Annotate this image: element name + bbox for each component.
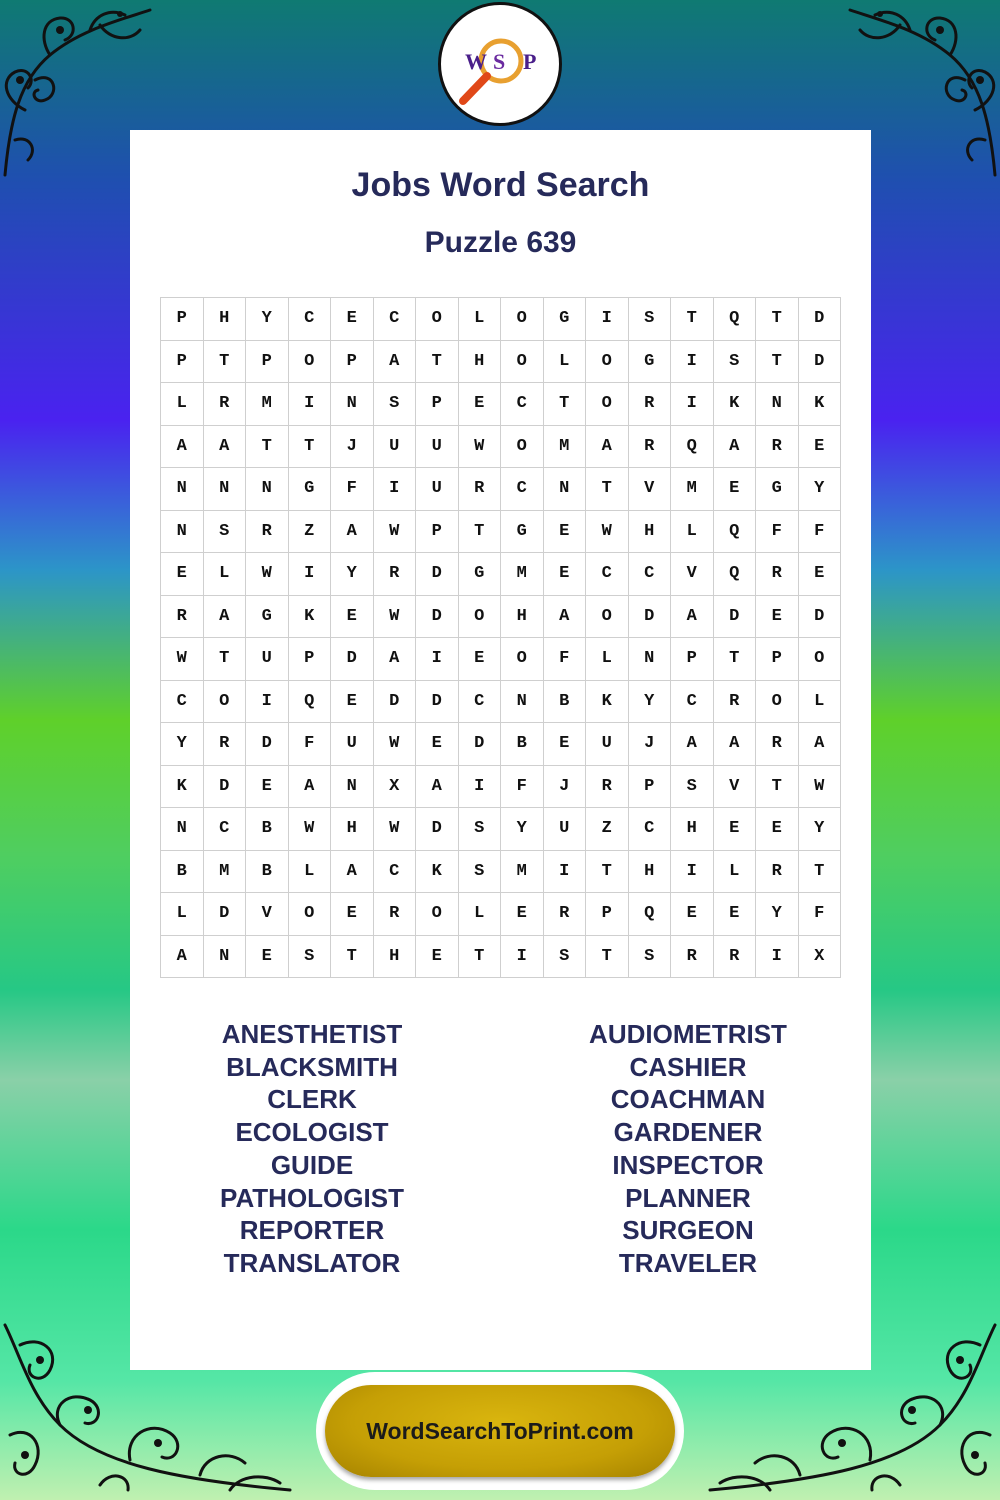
grid-cell[interactable]: C [671, 681, 714, 724]
grid-cell[interactable]: S [671, 766, 714, 809]
grid-cell[interactable]: C [501, 468, 544, 511]
grid-cell[interactable]: I [671, 851, 714, 894]
grid-cell[interactable]: I [671, 341, 714, 384]
grid-cell[interactable]: A [374, 341, 417, 384]
grid-cell[interactable]: T [799, 851, 842, 894]
grid-cell[interactable]: P [671, 638, 714, 681]
grid-cell[interactable]: R [756, 851, 799, 894]
grid-cell[interactable]: E [459, 638, 502, 681]
grid-cell[interactable]: E [544, 723, 587, 766]
grid-cell[interactable]: R [714, 936, 757, 979]
grid-cell[interactable]: L [544, 341, 587, 384]
grid-cell[interactable]: H [374, 936, 417, 979]
grid-cell[interactable]: A [714, 723, 757, 766]
grid-cell[interactable]: H [501, 596, 544, 639]
grid-cell[interactable]: S [289, 936, 332, 979]
grid-cell[interactable]: Y [799, 468, 842, 511]
grid-cell[interactable]: F [799, 893, 842, 936]
grid-cell[interactable]: A [671, 596, 714, 639]
grid-cell[interactable]: N [331, 383, 374, 426]
grid-cell[interactable]: E [501, 893, 544, 936]
grid-cell[interactable]: P [416, 383, 459, 426]
grid-cell[interactable]: C [374, 298, 417, 341]
grid-cell[interactable]: W [374, 808, 417, 851]
grid-cell[interactable]: W [289, 808, 332, 851]
grid-cell[interactable]: I [374, 468, 417, 511]
word-list-item: PLANNER [625, 1182, 751, 1213]
grid-cell[interactable]: A [544, 596, 587, 639]
grid-cell[interactable]: C [501, 383, 544, 426]
grid-cell[interactable]: D [331, 638, 374, 681]
grid-cell[interactable]: G [246, 596, 289, 639]
grid-cell[interactable]: I [671, 383, 714, 426]
grid-cell[interactable]: G [629, 341, 672, 384]
word-list-left [162, 1018, 462, 1280]
grid-cell[interactable]: C [586, 553, 629, 596]
grid-cell[interactable]: F [331, 468, 374, 511]
grid-cell[interactable]: S [629, 936, 672, 979]
letter-grid [160, 297, 841, 978]
grid-cell[interactable]: O [289, 893, 332, 936]
logo-letter-w: W [465, 49, 487, 74]
grid-cell[interactable]: E [246, 936, 289, 979]
grid-cell[interactable]: B [501, 723, 544, 766]
grid-cell[interactable]: S [544, 936, 587, 979]
grid-cell[interactable]: W [374, 596, 417, 639]
grid-cell[interactable]: O [799, 638, 842, 681]
grid-cell[interactable]: E [544, 511, 587, 554]
grid-cell[interactable]: U [586, 723, 629, 766]
grid-cell[interactable]: E [331, 681, 374, 724]
grid-cell[interactable]: O [586, 341, 629, 384]
grid-cell[interactable]: A [204, 426, 247, 469]
grid-cell[interactable]: R [204, 383, 247, 426]
grid-cell[interactable]: A [799, 723, 842, 766]
grid-cell[interactable]: S [714, 341, 757, 384]
grid-cell[interactable]: H [629, 851, 672, 894]
grid-cell[interactable]: R [756, 723, 799, 766]
grid-cell[interactable]: E [416, 936, 459, 979]
grid-cell[interactable]: A [331, 511, 374, 554]
grid-cell[interactable]: T [459, 511, 502, 554]
grid-cell[interactable]: C [374, 851, 417, 894]
grid-cell[interactable]: D [246, 723, 289, 766]
word-list-item: GARDENER [613, 1117, 763, 1148]
grid-cell[interactable]: S [459, 851, 502, 894]
grid-cell[interactable]: Y [331, 553, 374, 596]
grid-cell[interactable]: A [416, 766, 459, 809]
grid-cell[interactable]: D [374, 681, 417, 724]
word-list-item: TRANSLATOR [223, 1247, 401, 1278]
grid-cell[interactable]: Q [714, 553, 757, 596]
grid-cell[interactable]: K [161, 766, 204, 809]
grid-cell[interactable]: P [629, 766, 672, 809]
grid-cell[interactable]: C [629, 808, 672, 851]
grid-cell[interactable]: I [289, 553, 332, 596]
word-list-item: AUDIOMETRIST [589, 1019, 787, 1049]
grid-cell[interactable]: V [671, 553, 714, 596]
word-list-item: CLERK [267, 1084, 357, 1115]
grid-cell[interactable]: Y [161, 723, 204, 766]
grid-cell[interactable]: S [629, 298, 672, 341]
grid-cell[interactable]: W [459, 426, 502, 469]
grid-cell[interactable]: Y [799, 808, 842, 851]
grid-cell[interactable]: G [756, 468, 799, 511]
grid-cell[interactable]: O [756, 681, 799, 724]
grid-cell[interactable]: T [586, 936, 629, 979]
grid-cell[interactable]: P [289, 638, 332, 681]
grid-cell[interactable]: D [459, 723, 502, 766]
grid-cell[interactable]: T [544, 383, 587, 426]
grid-cell[interactable]: P [331, 341, 374, 384]
grid-cell[interactable]: P [246, 341, 289, 384]
grid-cell[interactable]: N [756, 383, 799, 426]
grid-cell[interactable]: U [416, 468, 459, 511]
grid-cell[interactable]: E [756, 596, 799, 639]
grid-cell[interactable]: U [246, 638, 289, 681]
grid-cell[interactable]: F [289, 723, 332, 766]
grid-cell[interactable]: J [629, 723, 672, 766]
grid-cell[interactable]: D [416, 808, 459, 851]
grid-cell[interactable]: H [459, 341, 502, 384]
grid-cell[interactable]: I [544, 851, 587, 894]
grid-cell[interactable]: W [374, 511, 417, 554]
word-list-item: COACHMAN [610, 1084, 766, 1115]
word-list-item: REPORTER [239, 1215, 385, 1246]
grid-cell[interactable]: I [501, 936, 544, 979]
grid-cell[interactable]: Q [714, 511, 757, 554]
grid-cell[interactable]: L [459, 893, 502, 936]
word-list-item: GUIDE [270, 1149, 354, 1180]
grid-cell[interactable]: E [714, 893, 757, 936]
word-list-item: INSPECTOR [612, 1149, 764, 1180]
grid-cell[interactable]: M [544, 426, 587, 469]
grid-cell[interactable]: R [374, 553, 417, 596]
grid-cell[interactable]: L [671, 511, 714, 554]
grid-cell[interactable]: E [714, 468, 757, 511]
grid-cell[interactable]: B [544, 681, 587, 724]
grid-cell[interactable]: G [289, 468, 332, 511]
grid-cell[interactable]: T [756, 341, 799, 384]
grid-cell[interactable]: F [501, 766, 544, 809]
grid-cell[interactable]: T [586, 468, 629, 511]
grid-cell[interactable]: A [374, 638, 417, 681]
grid-cell[interactable]: M [501, 851, 544, 894]
grid-cell[interactable]: I [459, 766, 502, 809]
grid-cell[interactable]: N [629, 638, 672, 681]
grid-cell[interactable]: R [629, 426, 672, 469]
grid-cell[interactable]: A [161, 936, 204, 979]
grid-cell[interactable]: N [204, 468, 247, 511]
grid-cell[interactable]: H [671, 808, 714, 851]
grid-cell[interactable]: R [714, 681, 757, 724]
grid-cell[interactable]: W [374, 723, 417, 766]
grid-cell[interactable]: T [331, 936, 374, 979]
grid-cell[interactable]: T [204, 341, 247, 384]
grid-cell[interactable]: T [289, 426, 332, 469]
grid-cell[interactable]: O [501, 426, 544, 469]
grid-cell[interactable]: R [459, 468, 502, 511]
grid-cell[interactable]: D [799, 596, 842, 639]
grid-cell[interactable]: R [544, 893, 587, 936]
grid-cell[interactable]: V [629, 468, 672, 511]
grid-cell[interactable]: Z [289, 511, 332, 554]
grid-cell[interactable]: A [714, 426, 757, 469]
grid-cell[interactable]: D [416, 596, 459, 639]
grid-cell[interactable]: A [289, 766, 332, 809]
grid-cell[interactable]: R [246, 511, 289, 554]
grid-cell[interactable]: T [714, 638, 757, 681]
grid-cell[interactable]: L [161, 893, 204, 936]
grid-cell[interactable]: N [544, 468, 587, 511]
magnifier-icon [441, 5, 559, 123]
grid-cell[interactable]: A [671, 723, 714, 766]
grid-cell[interactable]: I [586, 298, 629, 341]
grid-cell[interactable]: U [374, 426, 417, 469]
site-link-frame [316, 1372, 684, 1490]
grid-cell[interactable]: J [544, 766, 587, 809]
grid-cell[interactable]: B [246, 808, 289, 851]
grid-cell[interactable]: T [756, 298, 799, 341]
grid-cell[interactable]: E [671, 893, 714, 936]
grid-cell[interactable]: C [629, 553, 672, 596]
grid-cell[interactable]: J [331, 426, 374, 469]
grid-cell[interactable]: N [161, 808, 204, 851]
grid-cell[interactable]: R [161, 596, 204, 639]
grid-cell[interactable]: U [331, 723, 374, 766]
grid-cell[interactable]: A [331, 851, 374, 894]
grid-cell[interactable]: V [246, 893, 289, 936]
site-link-button[interactable]: WordSearchToPrint.com [325, 1385, 675, 1477]
grid-cell[interactable]: S [204, 511, 247, 554]
grid-cell[interactable]: Q [714, 298, 757, 341]
grid-cell[interactable]: L [289, 851, 332, 894]
grid-cell[interactable]: L [161, 383, 204, 426]
grid-cell[interactable]: X [799, 936, 842, 979]
grid-cell[interactable]: K [416, 851, 459, 894]
grid-cell[interactable]: E [459, 383, 502, 426]
grid-cell[interactable]: D [204, 766, 247, 809]
grid-cell[interactable]: O [416, 298, 459, 341]
grid-cell[interactable]: B [161, 851, 204, 894]
grid-cell[interactable]: R [586, 766, 629, 809]
grid-cell[interactable]: T [416, 341, 459, 384]
grid-cell[interactable]: O [501, 638, 544, 681]
grid-cell[interactable]: L [799, 681, 842, 724]
grid-cell[interactable]: W [586, 511, 629, 554]
grid-cell[interactable]: I [416, 638, 459, 681]
grid-cell[interactable]: Y [246, 298, 289, 341]
grid-cell[interactable]: C [204, 808, 247, 851]
grid-cell[interactable]: I [246, 681, 289, 724]
grid-cell[interactable]: P [416, 511, 459, 554]
grid-cell[interactable]: N [501, 681, 544, 724]
grid-cell[interactable]: Q [629, 893, 672, 936]
grid-cell[interactable]: O [204, 681, 247, 724]
grid-cell[interactable]: H [204, 298, 247, 341]
grid-cell[interactable]: L [204, 553, 247, 596]
grid-cell[interactable]: C [459, 681, 502, 724]
word-list-item: CASHIER [629, 1051, 747, 1082]
grid-cell[interactable]: U [416, 426, 459, 469]
grid-cell[interactable]: C [289, 298, 332, 341]
grid-cell[interactable]: I [289, 383, 332, 426]
grid-cell[interactable]: Y [501, 808, 544, 851]
word-list-item: ECOLOGIST [235, 1117, 389, 1148]
grid-cell[interactable]: N [161, 468, 204, 511]
word-list-item: TRAVELER [618, 1247, 758, 1278]
grid-cell[interactable]: K [799, 383, 842, 426]
grid-cell[interactable]: W [161, 638, 204, 681]
word-list-item: PATHOLOGIST [220, 1182, 404, 1213]
grid-cell[interactable]: D [799, 298, 842, 341]
grid-cell[interactable]: P [161, 298, 204, 341]
grid-cell[interactable]: P [586, 893, 629, 936]
grid-cell[interactable]: A [586, 426, 629, 469]
grid-cell[interactable]: T [586, 851, 629, 894]
grid-cell[interactable]: D [416, 681, 459, 724]
grid-cell[interactable]: L [586, 638, 629, 681]
grid-cell[interactable]: E [799, 426, 842, 469]
grid-cell[interactable]: E [331, 596, 374, 639]
grid-cell[interactable]: W [799, 766, 842, 809]
grid-cell[interactable]: Z [586, 808, 629, 851]
grid-cell[interactable]: V [714, 766, 757, 809]
grid-cell[interactable]: R [671, 936, 714, 979]
grid-cell[interactable]: K [586, 681, 629, 724]
grid-cell[interactable]: X [374, 766, 417, 809]
grid-cell[interactable]: G [459, 553, 502, 596]
grid-cell[interactable]: N [204, 936, 247, 979]
grid-cell[interactable]: E [331, 893, 374, 936]
grid-cell[interactable]: Q [289, 681, 332, 724]
grid-cell[interactable]: F [544, 638, 587, 681]
grid-cell[interactable]: R [629, 383, 672, 426]
grid-cell[interactable]: S [374, 383, 417, 426]
grid-cell[interactable]: P [161, 341, 204, 384]
grid-cell[interactable]: Q [671, 426, 714, 469]
puzzle-panel [130, 130, 871, 1370]
grid-cell[interactable]: E [246, 766, 289, 809]
grid-cell[interactable]: H [629, 511, 672, 554]
grid-cell[interactable]: Y [629, 681, 672, 724]
grid-cell[interactable]: N [331, 766, 374, 809]
grid-cell[interactable]: E [799, 553, 842, 596]
grid-cell[interactable]: T [204, 638, 247, 681]
grid-cell[interactable]: M [204, 851, 247, 894]
grid-cell[interactable]: T [459, 936, 502, 979]
grid-cell[interactable]: O [586, 596, 629, 639]
grid-cell[interactable]: O [501, 341, 544, 384]
grid-cell[interactable]: O [501, 298, 544, 341]
grid-cell[interactable]: E [544, 553, 587, 596]
grid-cell[interactable]: W [246, 553, 289, 596]
grid-cell[interactable]: E [331, 298, 374, 341]
word-list-item: BLACKSMITH [226, 1051, 398, 1082]
grid-cell[interactable]: G [544, 298, 587, 341]
grid-cell[interactable]: K [289, 596, 332, 639]
grid-cell[interactable]: E [756, 808, 799, 851]
grid-cell[interactable]: D [629, 596, 672, 639]
word-list-item: ANESTHETIST [221, 1019, 403, 1049]
grid-cell[interactable]: F [799, 511, 842, 554]
grid-cell[interactable]: O [289, 341, 332, 384]
grid-cell[interactable]: D [204, 893, 247, 936]
grid-cell[interactable]: D [416, 553, 459, 596]
grid-cell[interactable]: A [161, 426, 204, 469]
wsp-logo[interactable] [438, 2, 562, 126]
grid-cell[interactable]: E [416, 723, 459, 766]
grid-cell[interactable]: T [246, 426, 289, 469]
grid-cell[interactable]: G [501, 511, 544, 554]
grid-cell[interactable]: O [586, 383, 629, 426]
logo-letter-s: S [493, 49, 506, 74]
grid-cell[interactable]: A [204, 596, 247, 639]
grid-cell[interactable]: F [756, 511, 799, 554]
grid-cell[interactable]: D [799, 341, 842, 384]
grid-cell[interactable]: N [246, 468, 289, 511]
grid-cell[interactable]: B [246, 851, 289, 894]
grid-cell[interactable]: D [714, 596, 757, 639]
grid-cell[interactable]: H [331, 808, 374, 851]
grid-cell[interactable]: R [756, 553, 799, 596]
page-title: Jobs Word Search [351, 166, 650, 204]
grid-cell[interactable]: R [756, 426, 799, 469]
grid-cell[interactable]: Y [756, 893, 799, 936]
grid-cell[interactable]: E [714, 808, 757, 851]
logo-letter-p: P [523, 49, 537, 74]
grid-cell[interactable]: K [714, 383, 757, 426]
grid-cell[interactable]: R [374, 893, 417, 936]
grid-cell[interactable]: M [501, 553, 544, 596]
grid-cell[interactable]: C [161, 681, 204, 724]
grid-cell[interactable]: T [671, 298, 714, 341]
grid-cell[interactable]: R [204, 723, 247, 766]
grid-cell[interactable]: E [161, 553, 204, 596]
grid-cell[interactable]: P [756, 638, 799, 681]
grid-cell[interactable]: L [459, 298, 502, 341]
grid-cell[interactable]: M [246, 383, 289, 426]
grid-cell[interactable]: S [459, 808, 502, 851]
grid-cell[interactable]: I [756, 936, 799, 979]
grid-cell[interactable]: O [416, 893, 459, 936]
word-list-item: SURGEON [622, 1215, 754, 1246]
grid-cell[interactable]: T [756, 766, 799, 809]
grid-cell[interactable]: L [714, 851, 757, 894]
grid-cell[interactable]: U [544, 808, 587, 851]
grid-cell[interactable]: M [671, 468, 714, 511]
grid-cell[interactable]: N [161, 511, 204, 554]
grid-cell[interactable]: O [459, 596, 502, 639]
word-list-right [538, 1018, 838, 1280]
puzzle-number: Puzzle 639 [424, 226, 577, 259]
